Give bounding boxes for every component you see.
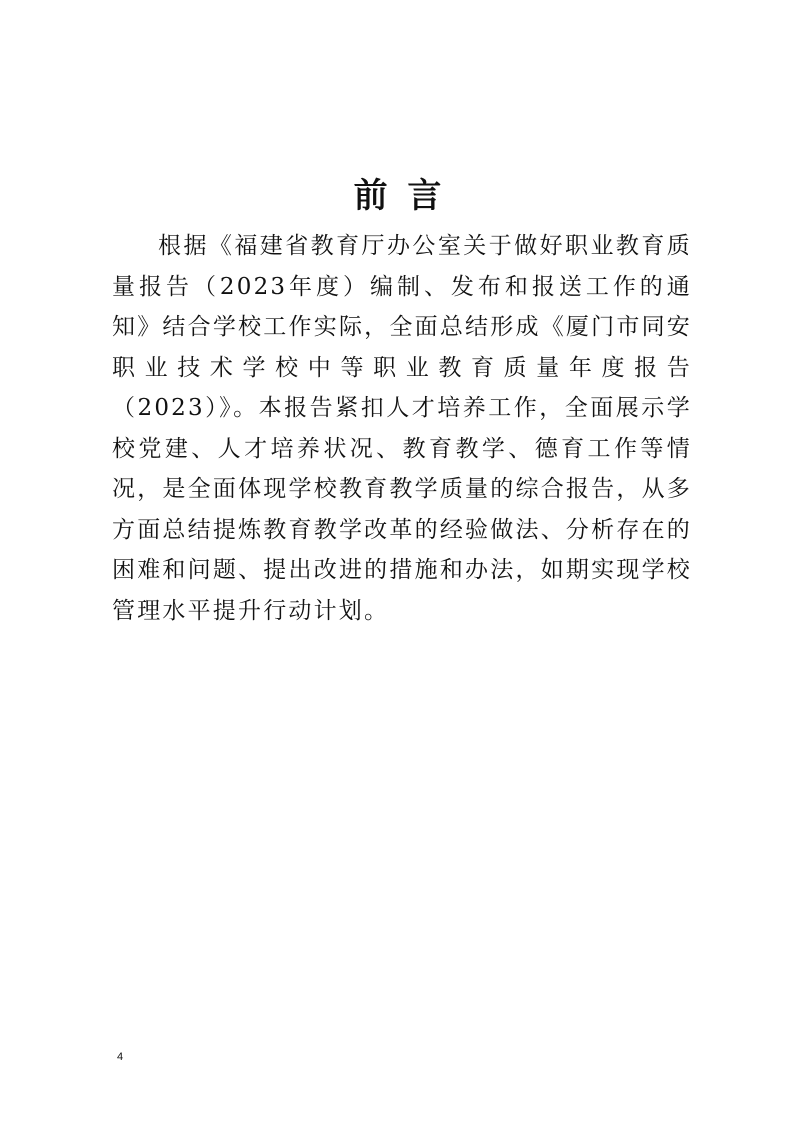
page-title: 前 言 [353,176,446,216]
preface-paragraph: 根据《福建省教育厅办公室关于做好职业教育质量报告（2023年度）编制、发布和报送工作的通知》结合学校工作实际，全面总结形成《厦门市同安职业技术学校中等职业教育质量年度报告（2023）》。本报告紧扣人才培养工作，全面展示学校党建、人才培养状况、教育教学、德育工作等情况，是全面体现学校教育教学质量的综合报告，从多方面总结提炼教育教学改革的经验做法、分析存在的困难和问题、提出改进的措施和办法，如期实现学校管理水平提升行动计划。 [112,233,692,624]
page-number: 4 [117,1051,124,1063]
